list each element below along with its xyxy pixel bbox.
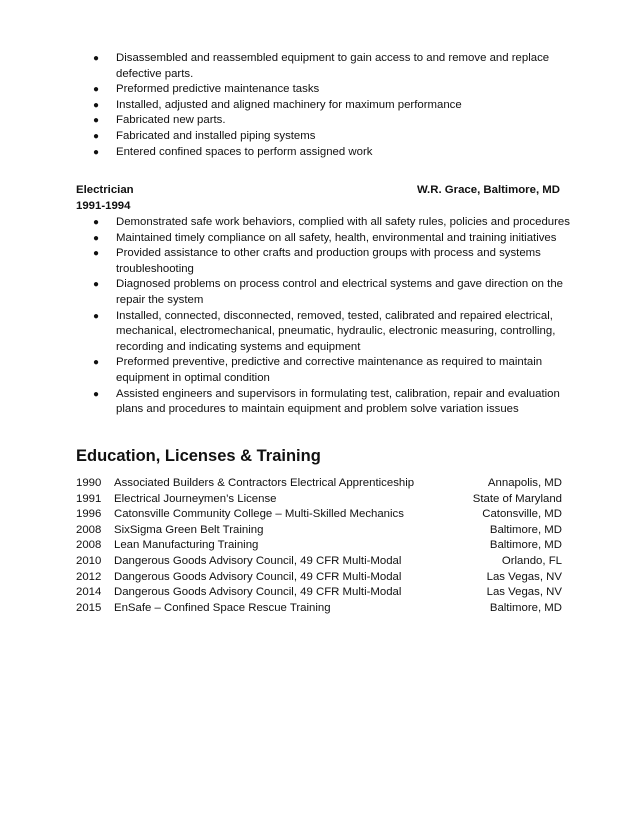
bullet-icon: ● — [93, 388, 100, 400]
list-item: ● Fabricated new parts. — [76, 113, 576, 129]
bullet-icon: ● — [93, 232, 100, 244]
training-year: 2010 — [76, 554, 102, 567]
training-year: 2008 — [76, 539, 102, 552]
list-item: ● Provided assistance to other crafts and production groups with process and systems troubleshooting — [93, 247, 541, 275]
table-row — [76, 585, 562, 601]
job-title: Electrician — [76, 184, 134, 196]
bullet-icon: ● — [93, 130, 100, 142]
list-item: ● Demonstrated safe work behaviors, complied with all safety rules, policies and procedures — [76, 215, 576, 231]
job-bullet-list — [76, 215, 576, 418]
previous-job-bullet-list — [76, 51, 576, 160]
bullet-icon: ● — [93, 99, 100, 111]
table-row — [76, 538, 562, 554]
training-description: Dangerous Goods Advisory Council, 49 CFR Multi-Modal — [114, 554, 402, 567]
training-location: Baltimore, MD — [489, 539, 562, 552]
training-location: State of Maryland — [472, 492, 562, 505]
training-year: 2014 — [76, 586, 102, 599]
training-location: Baltimore, MD — [489, 523, 562, 536]
training-location: Las Vegas, NV — [486, 586, 562, 599]
table-row — [76, 570, 562, 586]
list-item: ● Installed, connected, disconnected, removed, tested, calibrated and repaired electrical, mechanical, electromechanical, pneumatic, hydraulic, electronic measuring, controlling, recording and indicating systems and equipment — [93, 309, 556, 353]
training-year: 1990 — [76, 477, 102, 489]
list-item: ● Diagnosed problems on process control and electrical systems and gave direction on the repair the system — [93, 278, 564, 306]
training-year: 2012 — [76, 570, 102, 583]
training-description: Electrical Journeymen’s License — [114, 492, 277, 505]
bullet-icon: ● — [93, 84, 100, 96]
bullet-icon: ● — [93, 115, 100, 127]
list-item: ● Preformed predictive maintenance tasks — [76, 82, 576, 98]
training-description: Associated Builders & Contractors Electrical Apprenticeship — [114, 477, 415, 489]
training-description: Catonsville Community College – Multi-Skilled Mechanics — [114, 508, 404, 521]
list-item: ● Installed, adjusted and aligned machinery for maximum performance — [76, 98, 576, 114]
table-row — [76, 476, 562, 492]
table-row — [76, 554, 562, 570]
job-dates: 1991-1994 — [76, 200, 131, 212]
table-row — [76, 492, 562, 508]
bullet-icon: ● — [93, 279, 100, 291]
table-row — [76, 601, 562, 617]
list-item: ● Entered confined spaces to perform assigned work — [76, 145, 576, 161]
training-year: 2015 — [76, 601, 102, 614]
list-item: ● Fabricated and installed piping systems — [76, 129, 576, 145]
bullet-icon: ● — [93, 310, 100, 322]
table-row — [76, 507, 562, 523]
training-description: EnSafe – Confined Space Rescue Training — [114, 601, 331, 614]
training-description: SixSigma Green Belt Training — [114, 523, 264, 536]
bullet-icon: ● — [93, 357, 100, 369]
training-location: Orlando, FL — [501, 554, 562, 567]
training-description: Lean Manufacturing Training — [114, 539, 259, 552]
training-location: Catonsville, MD — [482, 508, 562, 521]
bullet-icon: ● — [93, 217, 100, 228]
list-item: ● Maintained timely compliance on all safety, health, environmental and training initiatives — [76, 231, 576, 247]
training-description: Dangerous Goods Advisory Council, 49 CFR Multi-Modal — [114, 570, 402, 583]
training-year: 1996 — [76, 508, 102, 521]
bullet-icon: ● — [93, 146, 100, 158]
list-item: ● Assisted engineers and supervisors in formulating test, calibration, repair and evaluation plans and procedures to maintain equipment and problem solve variation issues — [93, 387, 560, 416]
job-employer: W.R. Grace, Baltimore, MD — [416, 184, 560, 196]
list-item: ● Disassembled and reassembled equipment to gain access to and remove and replace defective parts. — [93, 52, 550, 80]
training-location: Las Vegas, NV — [486, 570, 562, 583]
training-location: Baltimore, MD — [489, 601, 562, 614]
section-heading-education: Education, Licenses & Training — [76, 447, 321, 465]
training-location: Annapolis, MD — [487, 477, 562, 489]
bullet-icon: ● — [93, 53, 100, 64]
training-table — [76, 476, 562, 616]
training-description: Dangerous Goods Advisory Council, 49 CFR Multi-Modal — [114, 586, 402, 599]
training-year: 1991 — [76, 492, 102, 505]
table-row — [76, 523, 562, 539]
training-year: 2008 — [76, 523, 102, 536]
list-item: ● Preformed preventive, predictive and corrective maintenance as required to maintain equipment in optimal condition — [93, 356, 543, 384]
bullet-icon: ● — [93, 248, 100, 260]
